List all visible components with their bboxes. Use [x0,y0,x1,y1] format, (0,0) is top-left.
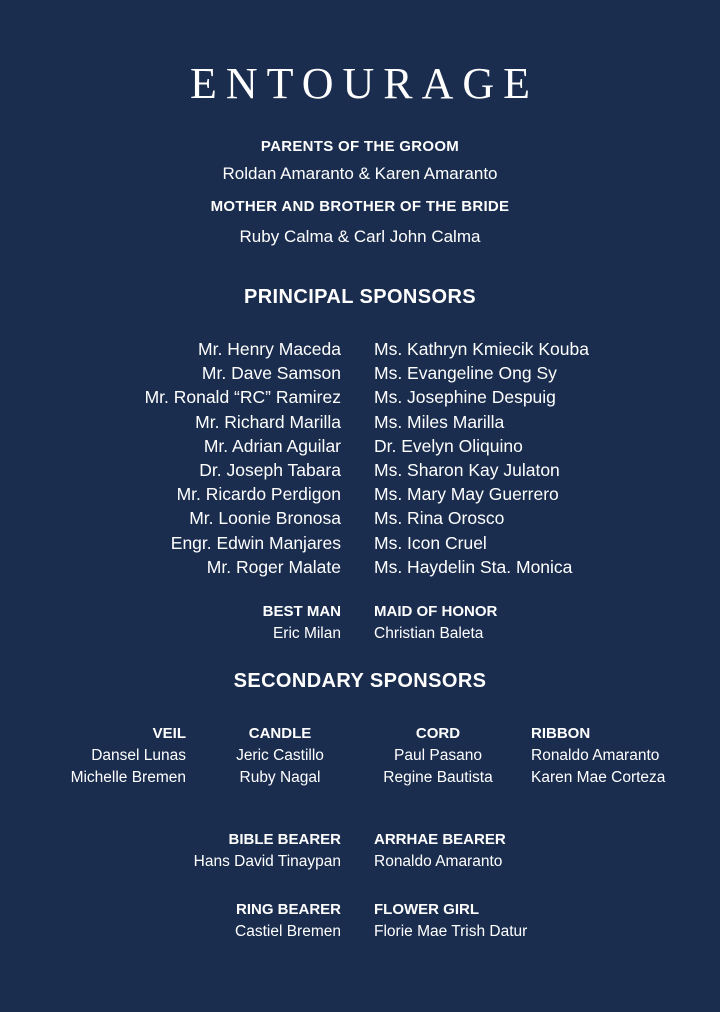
sponsor-name: Ms. Evangeline Ong Sy [374,363,557,384]
sponsor-name: Mr. Dave Samson [201,363,341,384]
arrhae-bearer-block [374,829,506,873]
ring-bearer-label: RING BEARER [235,901,341,918]
sponsor-name: Ms. Sharon Kay Julaton [374,460,560,481]
candle-group [229,723,331,788]
maid-of-honor-label: MAID OF HONOR [374,603,498,620]
ring-bearer-block [235,899,341,943]
maid-of-honor-name: Christian Baleta [374,625,484,642]
secondary-sponsors-heading: SECONDARY SPONSORS [233,670,487,692]
sponsor-name: Mr. Roger Malate [206,556,341,577]
sponsor-name: Ms. Josephine Despuig [374,387,556,408]
veil-name: Michelle Bremen [70,768,186,786]
cord-group [374,723,502,788]
veil-label: VEIL [152,725,186,742]
sponsor-name: Ms. Mary May Guerrero [374,484,559,505]
arrhae-bearer-name: Ronaldo Amaranto [374,853,503,870]
ribbon-label: RIBBON [531,725,591,742]
bible-bearer-name: Hans David Tinaypan [193,853,341,870]
sponsor-name: Dr. Evelyn Oliquino [374,435,523,456]
cord-name: Regine Bautista [383,768,493,786]
sponsor-name: Ms. Miles Marilla [374,411,505,432]
ribbon-group [531,723,665,788]
candle-name: Jeric Castillo [236,747,324,764]
flower-girl-block [374,899,527,943]
best-man-name: Eric Milan [272,625,341,642]
principal-sponsors-left-list [145,337,341,579]
sponsor-name: Ms. Rina Orosco [374,508,505,529]
sponsor-name: Mr. Loonie Bronosa [189,508,341,529]
sponsor-name: Ms. Haydelin Sta. Monica [374,556,573,577]
best-man-label: BEST MAN [262,603,341,620]
maid-of-honor-block [374,601,497,645]
ribbon-name: Karen Mae Corteza [531,768,666,786]
bible-bearer-block [194,829,341,873]
mother-brother-bride-label: MOTHER AND BROTHER OF THE BRIDE [210,198,510,215]
sponsor-name: Mr. Ronald “RC” Ramirez [144,387,341,408]
page-title: ENTOURAGE [189,59,540,108]
sponsor-name: Ms. Kathryn Kmiecik Kouba [374,339,589,359]
parents-groom-label: PARENTS OF THE GROOM [260,138,460,155]
veil-name: Dansel Lunas [91,747,186,764]
flower-girl-name: Florie Mae Trish Datur [374,923,528,940]
bible-bearer-label: BIBLE BEARER [228,831,341,848]
cord-label: CORD [415,725,461,742]
sponsor-name: Dr. Joseph Tabara [199,460,341,481]
sponsor-name: Mr. Ricardo Perdigon [176,484,341,505]
cord-name: Paul Pasano [394,747,482,764]
ring-bearer-name: Castiel Bremen [235,923,341,940]
sponsor-name: Mr. Adrian Aguilar [203,435,341,456]
principal-sponsors-heading: PRINCIPAL SPONSORS [243,286,477,308]
parents-groom-names: Roldan Amaranto & Karen Amaranto [222,164,498,183]
candle-label: CANDLE [248,725,312,742]
best-man-block [263,601,341,645]
sponsor-name: Engr. Edwin Manjares [170,532,341,553]
veil-group [71,723,186,788]
ribbon-name: Ronaldo Amaranto [531,747,660,764]
principal-sponsors-right-list [374,337,589,579]
sponsor-name: Mr. Richard Marilla [195,411,341,432]
arrhae-bearer-label: ARRHAE BEARER [374,831,506,848]
flower-girl-label: FLOWER GIRL [374,901,479,918]
sponsor-name: Mr. Henry Maceda [198,339,341,359]
mother-brother-bride-names: Ruby Calma & Carl John Calma [239,227,481,246]
candle-name: Ruby Nagal [239,768,321,786]
sponsor-name: Ms. Icon Cruel [374,532,487,553]
